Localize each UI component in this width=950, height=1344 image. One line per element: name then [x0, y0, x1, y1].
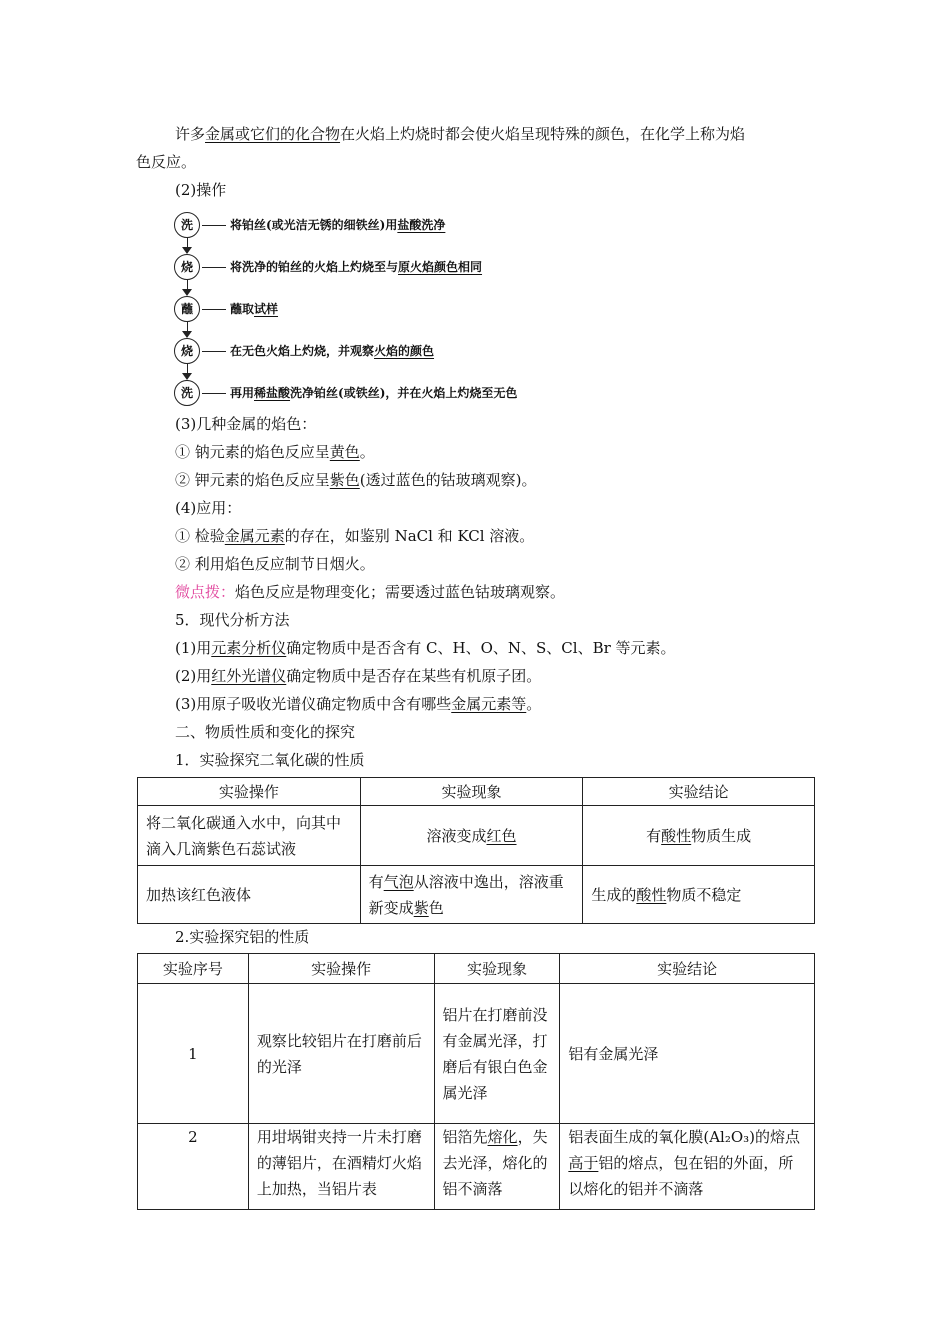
table-row — [138, 866, 815, 924]
table-header-cell: 实验序号 — [138, 954, 249, 984]
modern-method-3: (3)用原子吸收光谱仪确定物质中含有哪些金属元素等。 — [175, 695, 542, 713]
aluminum-heading: 2.实验探究铝的性质 — [175, 928, 310, 946]
table-cell: 1 — [138, 984, 249, 1124]
table-header-row — [138, 778, 815, 806]
application-item-2: ② 利用焰色反应制节日烟火。 — [175, 555, 375, 573]
table-cell: 铝有金属光泽 — [560, 984, 815, 1124]
intro-line-1 — [175, 123, 745, 145]
co2-heading: 1．实验探究二氧化碳的性质 — [175, 751, 365, 769]
flow-dash — [202, 393, 226, 394]
co2-table — [137, 777, 815, 924]
table-header-cell: 实验操作 — [248, 954, 434, 984]
flow-dash — [202, 225, 226, 226]
operation-flow-diagram — [174, 212, 554, 408]
flow-step-circle: 烧 — [174, 254, 200, 280]
intro-line-2: 色反应。 — [136, 153, 197, 171]
flame-colors-heading: (3)几种金属的焰色： — [175, 415, 317, 433]
intro-text: 许多 — [175, 125, 206, 143]
flow-step-circle: 洗 — [174, 212, 200, 238]
tip-text: 焰色反应是物理变化；需要透过蓝色钴玻璃观察。 — [235, 583, 566, 601]
table-cell: 铝箔先熔化，失去光泽，熔化的铝不滴落 — [434, 1124, 560, 1210]
flow-step-circle: 蘸 — [174, 296, 200, 322]
intro-underlined-term: 金属或它们的化合物 — [205, 125, 341, 143]
table-cell: 有酸性物质生成 — [583, 806, 815, 866]
flow-arrow-icon — [182, 331, 192, 338]
table-row — [138, 984, 815, 1124]
flow-step-text: 将洗净的铂丝的火焰上灼烧至与原火焰颜色相同 — [230, 260, 483, 274]
modern-methods-heading: 5．现代分析方法 — [175, 611, 290, 629]
flame-color-sodium: ① 钠元素的焰色反应呈黄色。 — [175, 443, 375, 461]
flow-dash — [202, 309, 226, 310]
tip-label: 微点拨： — [175, 583, 236, 601]
flow-step-circle: 洗 — [174, 380, 200, 406]
table-row — [138, 1124, 815, 1210]
table-cell: 2 — [138, 1124, 249, 1210]
flow-step-text: 在无色火焰上灼烧，并观察火焰的颜色 — [230, 344, 435, 358]
table-cell: 观察比较铝片在打磨前后的光泽 — [248, 984, 434, 1124]
table-cell: 加热该红色液体 — [138, 866, 361, 924]
table-header-cell: 实验现象 — [434, 954, 560, 984]
table-cell: 生成的酸性物质不稳定 — [583, 866, 815, 924]
flow-arrow-icon — [182, 289, 192, 296]
operation-heading: (2)操作 — [175, 181, 227, 199]
table-cell: 有气泡从溶液中逸出，溶液重新变成紫色 — [360, 866, 583, 924]
application-heading: (4)应用： — [175, 499, 242, 517]
intro-text: 在火焰上灼烧时都会使火焰呈现特殊的颜色，在化学上称为焰 — [340, 125, 746, 143]
flow-step-text: 再用稀盐酸洗净铂丝(或铁丝)，并在火焰上灼烧至无色 — [230, 386, 518, 400]
tip-line — [175, 581, 565, 603]
table-header-cell: 实验操作 — [138, 778, 361, 806]
flow-step-text: 蘸取试样 — [230, 302, 279, 316]
table-header-cell: 实验现象 — [360, 778, 583, 806]
flow-step-text: 将铂丝(或光洁无锈的细铁丝)用盐酸洗净 — [230, 218, 446, 232]
section-2-heading: 二、物质性质和变化的探究 — [175, 723, 356, 741]
table-header-cell: 实验结论 — [560, 954, 815, 984]
aluminum-table — [137, 953, 815, 1210]
table-cell: 用坩埚钳夹持一片未打磨的薄铝片，在酒精灯火焰上加热，当铝片表 — [248, 1124, 434, 1210]
modern-method-2: (2)用红外光谱仪确定物质中是否存在某些有机原子团。 — [175, 667, 542, 685]
flow-dash — [202, 267, 226, 268]
modern-method-1: (1)用元素分析仪确定物质中是否含有 C、H、O、N、S、Cl、Br 等元素。 — [175, 639, 676, 657]
table-cell: 溶液变成红色 — [360, 806, 583, 866]
flow-dash — [202, 351, 226, 352]
flow-arrow-icon — [182, 373, 192, 380]
flow-step-circle: 烧 — [174, 338, 200, 364]
application-item-1: ① 检验金属元素的存在，如鉴别 NaCl 和 KCl 溶液。 — [175, 527, 535, 545]
flow-arrow-icon — [182, 247, 192, 254]
table-row — [138, 806, 815, 866]
table-header-cell: 实验结论 — [583, 778, 815, 806]
table-header-row — [138, 954, 815, 984]
table-cell: 铝片在打磨前没有金属光泽，打磨后有银白色金属光泽 — [434, 984, 560, 1124]
table-cell: 将二氧化碳通入水中，向其中滴入几滴紫色石蕊试液 — [138, 806, 361, 866]
table-cell: 铝表面生成的氧化膜(Al₂O₃)的熔点高于铝的熔点，包在铝的外面，所以熔化的铝并不滴落 — [560, 1124, 815, 1210]
flame-color-potassium: ② 钾元素的焰色反应呈紫色(透过蓝色的钴玻璃观察)。 — [175, 471, 537, 489]
